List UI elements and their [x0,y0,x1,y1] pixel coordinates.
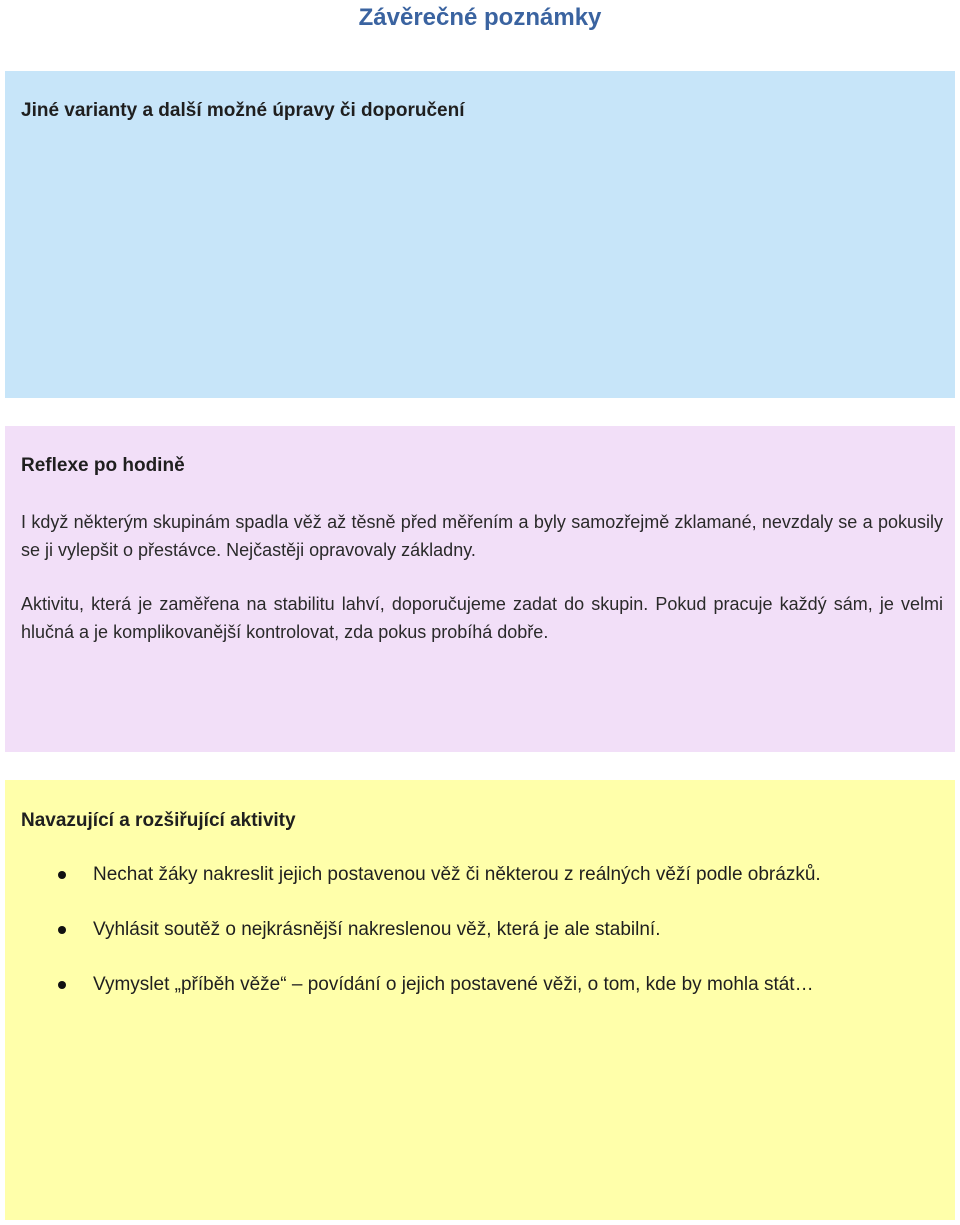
reflection-heading: Reflexe po hodině [21,455,185,476]
followup-heading: Navazující a rozšiřující aktivity [21,810,296,831]
reflection-section [5,426,955,752]
bullet-icon [58,926,66,934]
list-item-text: Nechat žáky nakreslit jejich postavenou věž či některou z reálných věží podle obrázků. [93,864,821,885]
followup-list [21,862,943,998]
list-item-text: Vymyslet „příběh věže“ – povídání o jejich postavené věži, o tom, kde by mohla stát… [93,974,814,995]
bullet-icon [58,871,66,879]
bullet-icon [58,981,66,989]
reflection-paragraph: Aktivitu, která je zaměřena na stabilitu lahví, doporučujeme zadat do skupin. Pokud pracuje každý sám, je velmi hlučná a je komplikovanější kontrolovat, zda pokus probíhá dobře. [21,594,943,642]
reflection-paragraph: I když některým skupinám spadla věž až těsně před měřením a byly samozřejmě zklamané, nevzdaly se a pokusily se ji vylepšit o přestávce. Nejčastěji opravovaly základny. [21,512,943,560]
list-item [21,862,943,888]
variants-heading: Jiné varianty a další možné úpravy či doporučení [21,100,465,121]
variants-section [5,71,955,398]
followup-section [5,780,955,1220]
list-item [21,917,943,943]
list-item [21,972,943,998]
page-title: Závěrečné poznámky [358,4,602,31]
list-item-text: Vyhlásit soutěž o nejkrásnější nakreslenou věž, která je ale stabilní. [93,919,661,940]
